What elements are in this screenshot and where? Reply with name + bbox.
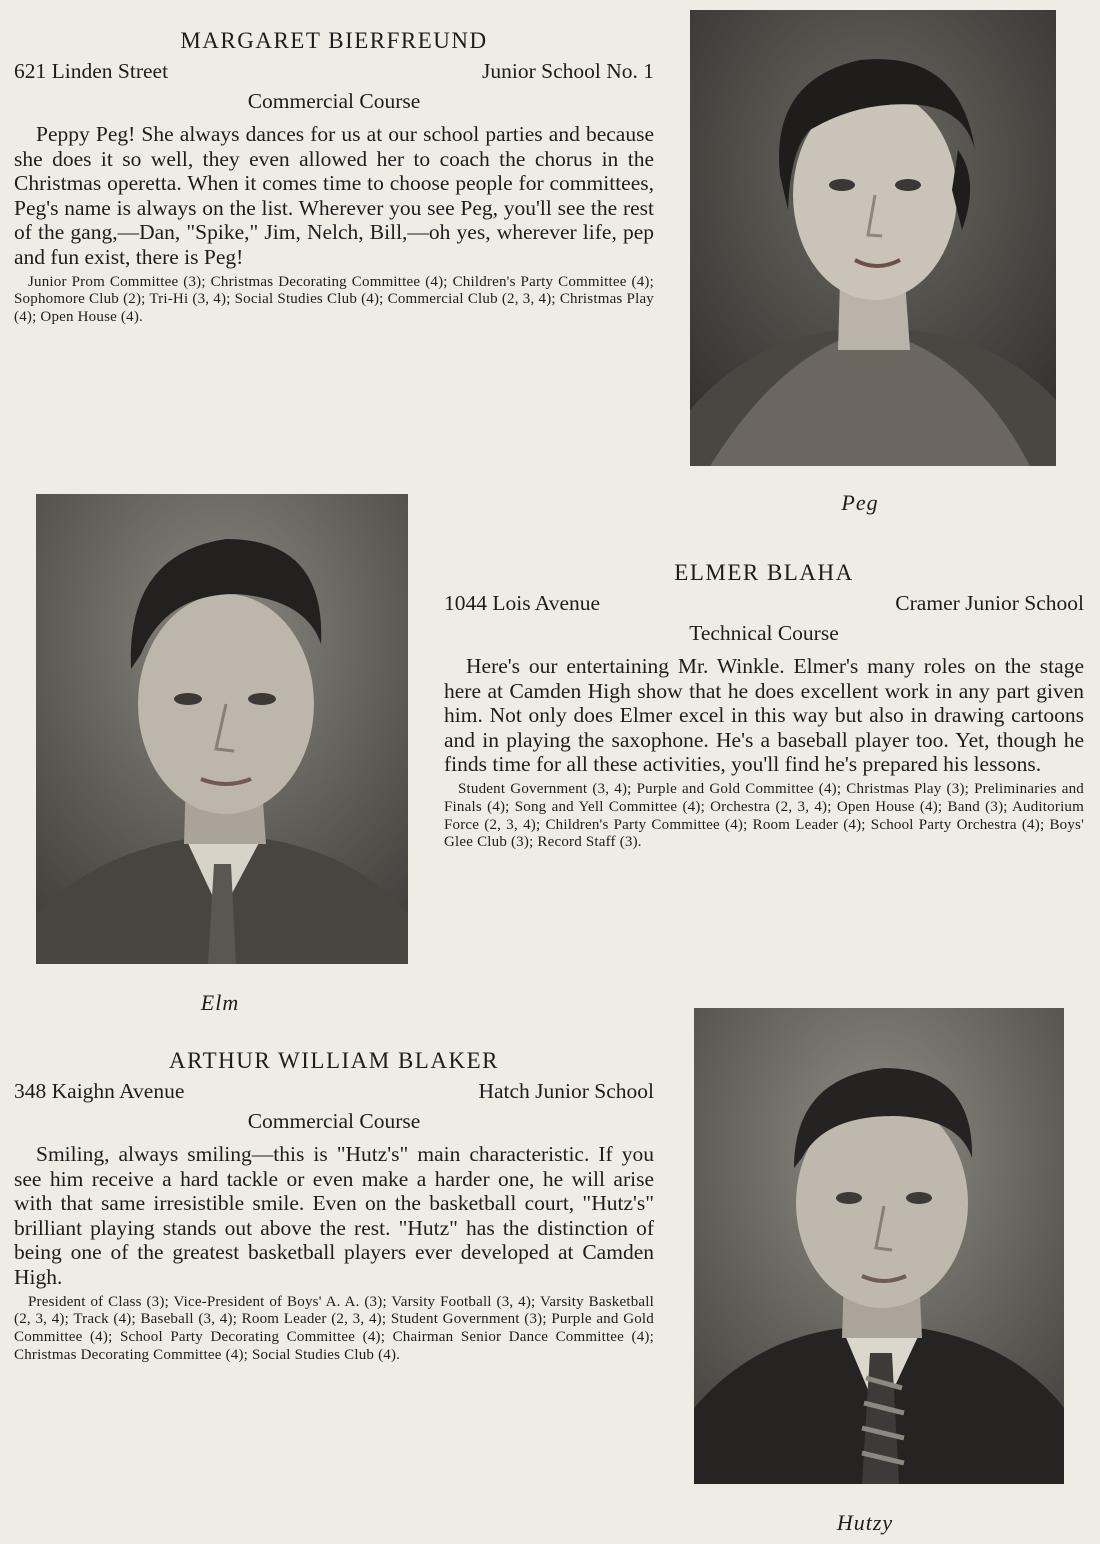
entry-elmer-blaha [444, 558, 1084, 852]
address-line [14, 1076, 654, 1106]
home-address: 621 Linden Street [14, 59, 169, 83]
nickname-caption: Elm [200, 990, 240, 1015]
portrait-illustration [690, 10, 1056, 466]
junior-school: Cramer Junior School [895, 591, 1084, 615]
portrait-illustration [36, 494, 408, 964]
address-line [444, 588, 1084, 618]
address-line [14, 56, 654, 86]
portrait-photo-peg [690, 10, 1056, 466]
portrait-photo-elm [36, 494, 408, 964]
portrait-illustration [694, 1008, 1064, 1484]
activities-list: President of Class (3); Vice-President of Boys' A. A. (3); Varsity Football (3, 4); Varsity Basketball (2, 3, 4); Track (4); Baseball (3, 4); Room Leader (2, 3, 4); Student Government (3); Purple and Gold Committee (4); School Party Decorating Committee (4); Chairman Senior Dance Committee (4); Christmas Decorating Committee (4); Social Studies Club (4). [14, 1293, 654, 1363]
biography-text: Here's our entertaining Mr. Winkle. Elmer's many roles on the stage here at Camden High show that he does excellent work in any part given him. Not only does Elmer excel in this way but also in drawing cartoons and in playing the saxophone. He's a baseball player too. Yet, though he finds time for all these activities, you'll find he's prepared his lessons. [444, 654, 1084, 777]
student-name: MARGARET BIERFREUND [180, 28, 488, 53]
student-name: ELMER BLAHA [674, 560, 854, 585]
course-of-study: Commercial Course [247, 89, 421, 113]
course-of-study: Commercial Course [247, 1109, 421, 1133]
home-address: 1044 Lois Avenue [444, 591, 601, 615]
junior-school: Hatch Junior School [478, 1079, 654, 1103]
entry-arthur-william-blaker [14, 1046, 654, 1365]
entry-margaret-bierfreund [14, 26, 654, 327]
home-address: 348 Kaighn Avenue [14, 1079, 185, 1103]
biography-text: Smiling, always smiling—this is "Hutz's" main characteristic. If you see him receive a hard tackle or even make a harder one, he will arise with that same irresistible smile. Even on the basketball court, "Hutz's" brilliant playing stands out above the rest. "Hutz" has the distinction of being one of the greatest basketball players ever developed at Camden High. [14, 1142, 654, 1289]
activities-list: Junior Prom Committee (3); Christmas Decorating Committee (4); Children's Party Committee (4); Sophomore Club (2); Tri-Hi (3, 4); Social Studies Club (4); Commercial Club (2, 3, 4); Christmas Play (4); Open House (4). [14, 273, 654, 326]
student-name: ARTHUR WILLIAM BLAKER [169, 1048, 499, 1073]
nickname-caption: Hutzy [836, 1510, 894, 1535]
activities-list: Student Government (3, 4); Purple and Gold Committee (4); Christmas Play (3); Preliminaries and Finals (4); Song and Yell Committee (4); Orchestra (2, 3, 4); Open House (4); Band (3); Auditorium Force (2, 3, 4); Children's Party Committee (4); Room Leader (4); School Party Orchestra (4); Boys' Glee Club (3); Record Staff (3). [444, 780, 1084, 851]
course-of-study: Technical Course [689, 621, 839, 645]
junior-school: Junior School No. 1 [482, 59, 654, 83]
nickname-caption: Peg [841, 490, 879, 515]
biography-text: Peppy Peg! She always dances for us at our school parties and because she does it so well, they even allowed her to coach the chorus in the Christmas operetta. When it comes time to choose people for committees, Peg's name is always on the list. Wherever you see Peg, you'll see the rest of the gang,—Dan, "Spike," Jim, Nelch, Bill,—oh yes, wherever life, pep and fun exist, there is Peg! [14, 122, 654, 269]
portrait-photo-hutzy [694, 1008, 1064, 1484]
